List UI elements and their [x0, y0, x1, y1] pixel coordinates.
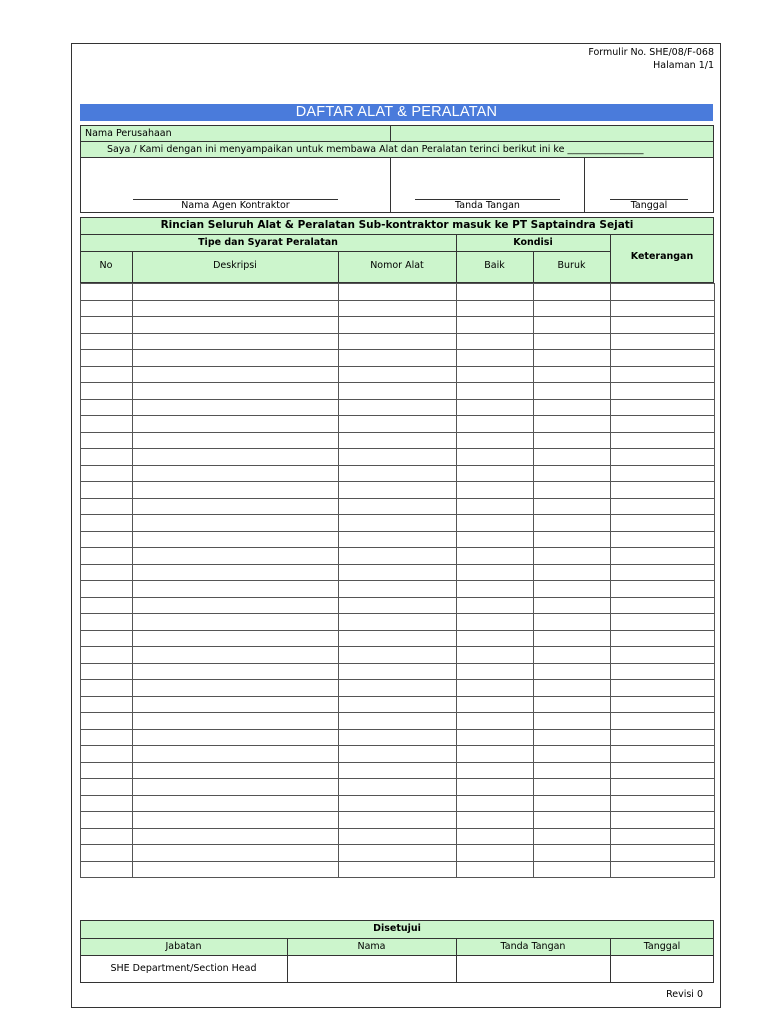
row-good-cell[interactable]	[457, 861, 534, 878]
row-description-cell[interactable]	[133, 729, 339, 746]
row-tool-number-cell[interactable]	[339, 383, 457, 400]
row-tool-number-cell[interactable]	[339, 300, 457, 317]
row-remarks-cell[interactable]	[611, 614, 715, 631]
row-good-cell[interactable]	[457, 630, 534, 647]
row-bad-cell[interactable]	[534, 515, 611, 532]
row-description-cell[interactable]	[133, 680, 339, 697]
row-no-cell[interactable]	[81, 449, 133, 466]
row-tool-number-cell[interactable]	[339, 614, 457, 631]
signature-label: Tanda Tangan	[455, 200, 520, 211]
company-name-field[interactable]	[391, 126, 713, 141]
row-description-cell[interactable]	[133, 581, 339, 598]
row-description-cell[interactable]	[133, 300, 339, 317]
row-no-cell[interactable]	[81, 812, 133, 829]
approval-col-position: Jabatan	[165, 941, 202, 952]
table-row	[81, 663, 715, 680]
row-tool-number-cell[interactable]	[339, 696, 457, 713]
row-remarks-cell[interactable]	[611, 861, 715, 878]
table-row	[81, 597, 715, 614]
row-remarks-cell[interactable]	[611, 350, 715, 367]
row-no-cell[interactable]	[81, 284, 133, 301]
col-bad-header: Buruk	[557, 260, 586, 271]
table-row	[81, 333, 715, 350]
row-tool-number-cell[interactable]	[339, 581, 457, 598]
details-table-title: Rincian Seluruh Alat & Peralatan Sub-kontraktor masuk ke PT Saptaindra Sejati	[160, 219, 634, 231]
table-row	[81, 828, 715, 845]
row-no-cell[interactable]	[81, 630, 133, 647]
table-row	[81, 861, 715, 878]
row-description-cell[interactable]	[133, 564, 339, 581]
row-remarks-cell[interactable]	[611, 779, 715, 796]
row-description-cell[interactable]	[133, 399, 339, 416]
condition-group-header: Kondisi	[513, 237, 553, 248]
row-tool-number-cell[interactable]	[339, 399, 457, 416]
row-description-cell[interactable]	[133, 630, 339, 647]
date-area[interactable]	[585, 158, 713, 198]
row-tool-number-cell[interactable]	[339, 762, 457, 779]
table-row	[81, 416, 715, 433]
row-tool-number-cell[interactable]	[339, 795, 457, 812]
row-good-cell[interactable]	[457, 449, 534, 466]
approval-title: Disetujui	[373, 923, 421, 934]
row-good-cell[interactable]	[457, 564, 534, 581]
row-no-cell[interactable]	[81, 713, 133, 730]
row-bad-cell[interactable]	[534, 548, 611, 565]
row-good-cell[interactable]	[457, 498, 534, 515]
col-description-header: Deskripsi	[213, 260, 257, 271]
row-description-cell[interactable]	[133, 779, 339, 796]
agent-name-label: Nama Agen Kontraktor	[181, 200, 290, 211]
row-good-cell[interactable]	[457, 284, 534, 301]
row-tool-number-cell[interactable]	[339, 317, 457, 334]
row-good-cell[interactable]	[457, 416, 534, 433]
row-no-cell[interactable]	[81, 465, 133, 482]
row-remarks-cell[interactable]	[611, 696, 715, 713]
row-bad-cell[interactable]	[534, 746, 611, 763]
row-good-cell[interactable]	[457, 317, 534, 334]
row-bad-cell[interactable]	[534, 762, 611, 779]
row-remarks-cell[interactable]	[611, 746, 715, 763]
row-good-cell[interactable]	[457, 581, 534, 598]
col-tool-number-header: Nomor Alat	[370, 260, 424, 271]
table-row	[81, 845, 715, 862]
row-tool-number-cell[interactable]	[339, 828, 457, 845]
row-description-cell[interactable]	[133, 531, 339, 548]
row-no-cell[interactable]	[81, 531, 133, 548]
table-row	[81, 498, 715, 515]
row-bad-cell[interactable]	[534, 647, 611, 664]
row-bad-cell[interactable]	[534, 812, 611, 829]
row-tool-number-cell[interactable]	[339, 498, 457, 515]
row-bad-cell[interactable]	[534, 779, 611, 796]
table-row	[81, 779, 715, 796]
row-good-cell[interactable]	[457, 432, 534, 449]
row-remarks-cell[interactable]	[611, 828, 715, 845]
revision-label: Revisi 0	[666, 989, 703, 1000]
row-bad-cell[interactable]	[534, 284, 611, 301]
row-description-cell[interactable]	[133, 597, 339, 614]
row-remarks-cell[interactable]	[611, 416, 715, 433]
approval-col-date: Tanggal	[643, 941, 681, 952]
table-row	[81, 465, 715, 482]
row-bad-cell[interactable]	[534, 828, 611, 845]
row-bad-cell[interactable]	[534, 350, 611, 367]
row-remarks-cell[interactable]	[611, 449, 715, 466]
row-description-cell[interactable]	[133, 861, 339, 878]
row-no-cell[interactable]	[81, 317, 133, 334]
row-good-cell[interactable]	[457, 548, 534, 565]
row-good-cell[interactable]	[457, 614, 534, 631]
row-remarks-cell[interactable]	[611, 432, 715, 449]
row-tool-number-cell[interactable]	[339, 284, 457, 301]
row-remarks-cell[interactable]	[611, 498, 715, 515]
row-remarks-cell[interactable]	[611, 597, 715, 614]
table-row	[81, 812, 715, 829]
row-tool-number-cell[interactable]	[339, 432, 457, 449]
company-name-label: Nama Perusahaan	[85, 128, 172, 139]
row-remarks-cell[interactable]	[611, 333, 715, 350]
row-remarks-cell[interactable]	[611, 812, 715, 829]
row-bad-cell[interactable]	[534, 630, 611, 647]
row-description-cell[interactable]	[133, 812, 339, 829]
row-no-cell[interactable]	[81, 779, 133, 796]
row-tool-number-cell[interactable]	[339, 663, 457, 680]
form-number: Formulir No. SHE/08/F-068	[588, 47, 714, 58]
row-good-cell[interactable]	[457, 680, 534, 697]
row-description-cell[interactable]	[133, 317, 339, 334]
row-remarks-cell[interactable]	[611, 762, 715, 779]
row-bad-cell[interactable]	[534, 696, 611, 713]
col-no-header: No	[99, 260, 113, 271]
row-good-cell[interactable]	[457, 762, 534, 779]
row-no-cell[interactable]	[81, 300, 133, 317]
row-no-cell[interactable]	[81, 581, 133, 598]
row-good-cell[interactable]	[457, 597, 534, 614]
table-row	[81, 383, 715, 400]
row-tool-number-cell[interactable]	[339, 564, 457, 581]
row-remarks-cell[interactable]	[611, 383, 715, 400]
row-no-cell[interactable]	[81, 350, 133, 367]
row-good-cell[interactable]	[457, 333, 534, 350]
table-row	[81, 515, 715, 532]
row-no-cell[interactable]	[81, 548, 133, 565]
row-description-cell[interactable]	[133, 828, 339, 845]
table-row	[81, 614, 715, 631]
row-remarks-cell[interactable]	[611, 465, 715, 482]
row-bad-cell[interactable]	[534, 317, 611, 334]
row-bad-cell[interactable]	[534, 300, 611, 317]
row-tool-number-cell[interactable]	[339, 548, 457, 565]
table-row	[81, 713, 715, 730]
row-no-cell[interactable]	[81, 515, 133, 532]
row-description-cell[interactable]	[133, 432, 339, 449]
statement-text: Saya / Kami dengan ini menyampaikan untuk membawa Alat dan Peralatan terinci berikut ini ke ________________	[107, 144, 644, 155]
page-number: Halaman 1/1	[653, 60, 714, 71]
row-description-cell[interactable]	[133, 762, 339, 779]
row-description-cell[interactable]	[133, 795, 339, 812]
row-tool-number-cell[interactable]	[339, 366, 457, 383]
row-good-cell[interactable]	[457, 812, 534, 829]
col-remarks-header: Keterangan	[630, 251, 694, 262]
row-remarks-cell[interactable]	[611, 366, 715, 383]
row-remarks-cell[interactable]	[611, 482, 715, 499]
row-no-cell[interactable]	[81, 432, 133, 449]
approval-signature-field[interactable]	[457, 956, 610, 982]
agent-signature-area[interactable]	[81, 158, 390, 198]
row-description-cell[interactable]	[133, 284, 339, 301]
row-remarks-cell[interactable]	[611, 630, 715, 647]
row-bad-cell[interactable]	[534, 333, 611, 350]
date-label: Tanggal	[630, 200, 668, 211]
row-tool-number-cell[interactable]	[339, 812, 457, 829]
row-description-cell[interactable]	[133, 663, 339, 680]
table-row	[81, 647, 715, 664]
row-tool-number-cell[interactable]	[339, 465, 457, 482]
row-remarks-cell[interactable]	[611, 300, 715, 317]
table-row	[81, 581, 715, 598]
row-bad-cell[interactable]	[534, 614, 611, 631]
table-row	[81, 795, 715, 812]
type-group-header: Tipe dan Syarat Peralatan	[198, 237, 338, 248]
table-row	[81, 531, 715, 548]
row-no-cell[interactable]	[81, 597, 133, 614]
row-no-cell[interactable]	[81, 647, 133, 664]
row-good-cell[interactable]	[457, 795, 534, 812]
row-tool-number-cell[interactable]	[339, 515, 457, 532]
row-no-cell[interactable]	[81, 383, 133, 400]
row-tool-number-cell[interactable]	[339, 531, 457, 548]
table-row	[81, 300, 715, 317]
row-description-cell[interactable]	[133, 416, 339, 433]
row-remarks-cell[interactable]	[611, 317, 715, 334]
row-good-cell[interactable]	[457, 713, 534, 730]
approval-col-name: Nama	[357, 941, 386, 952]
row-bad-cell[interactable]	[534, 498, 611, 515]
table-row	[81, 762, 715, 779]
row-bad-cell[interactable]	[534, 713, 611, 730]
row-tool-number-cell[interactable]	[339, 713, 457, 730]
row-description-cell[interactable]	[133, 350, 339, 367]
row-no-cell[interactable]	[81, 482, 133, 499]
table-row	[81, 564, 715, 581]
row-no-cell[interactable]	[81, 564, 133, 581]
row-description-cell[interactable]	[133, 498, 339, 515]
table-row	[81, 548, 715, 565]
row-no-cell[interactable]	[81, 399, 133, 416]
form-title: DAFTAR ALAT & PERALATAN	[80, 104, 713, 121]
row-tool-number-cell[interactable]	[339, 333, 457, 350]
row-description-cell[interactable]	[133, 383, 339, 400]
table-row	[81, 630, 715, 647]
row-remarks-cell[interactable]	[611, 729, 715, 746]
row-no-cell[interactable]	[81, 746, 133, 763]
row-good-cell[interactable]	[457, 696, 534, 713]
row-bad-cell[interactable]	[534, 383, 611, 400]
row-good-cell[interactable]	[457, 366, 534, 383]
row-remarks-cell[interactable]	[611, 531, 715, 548]
row-good-cell[interactable]	[457, 531, 534, 548]
row-bad-cell[interactable]	[534, 680, 611, 697]
row-bad-cell[interactable]	[534, 399, 611, 416]
table-row	[81, 449, 715, 466]
row-bad-cell[interactable]	[534, 416, 611, 433]
row-tool-number-cell[interactable]	[339, 597, 457, 614]
row-remarks-cell[interactable]	[611, 564, 715, 581]
row-tool-number-cell[interactable]	[339, 630, 457, 647]
table-row	[81, 696, 715, 713]
row-remarks-cell[interactable]	[611, 795, 715, 812]
row-good-cell[interactable]	[457, 399, 534, 416]
row-no-cell[interactable]	[81, 366, 133, 383]
row-bad-cell[interactable]	[534, 663, 611, 680]
row-remarks-cell[interactable]	[611, 680, 715, 697]
row-description-cell[interactable]	[133, 482, 339, 499]
row-bad-cell[interactable]	[534, 845, 611, 862]
row-no-cell[interactable]	[81, 861, 133, 878]
row-good-cell[interactable]	[457, 350, 534, 367]
row-no-cell[interactable]	[81, 845, 133, 862]
row-no-cell[interactable]	[81, 416, 133, 433]
row-bad-cell[interactable]	[534, 449, 611, 466]
row-good-cell[interactable]	[457, 515, 534, 532]
row-bad-cell[interactable]	[534, 465, 611, 482]
row-remarks-cell[interactable]	[611, 515, 715, 532]
row-good-cell[interactable]	[457, 779, 534, 796]
row-no-cell[interactable]	[81, 828, 133, 845]
row-remarks-cell[interactable]	[611, 284, 715, 301]
row-good-cell[interactable]	[457, 465, 534, 482]
table-row	[81, 746, 715, 763]
row-no-cell[interactable]	[81, 663, 133, 680]
row-description-cell[interactable]	[133, 366, 339, 383]
row-tool-number-cell[interactable]	[339, 449, 457, 466]
row-remarks-cell[interactable]	[611, 581, 715, 598]
row-no-cell[interactable]	[81, 680, 133, 697]
approval-col-signature: Tanda Tangan	[500, 941, 566, 952]
row-description-cell[interactable]	[133, 515, 339, 532]
row-no-cell[interactable]	[81, 762, 133, 779]
table-row	[81, 366, 715, 383]
row-description-cell[interactable]	[133, 647, 339, 664]
row-bad-cell[interactable]	[534, 531, 611, 548]
row-remarks-cell[interactable]	[611, 399, 715, 416]
row-remarks-cell[interactable]	[611, 845, 715, 862]
row-tool-number-cell[interactable]	[339, 350, 457, 367]
row-description-cell[interactable]	[133, 614, 339, 631]
row-good-cell[interactable]	[457, 663, 534, 680]
row-description-cell[interactable]	[133, 845, 339, 862]
row-description-cell[interactable]	[133, 548, 339, 565]
row-description-cell[interactable]	[133, 713, 339, 730]
row-tool-number-cell[interactable]	[339, 482, 457, 499]
table-row	[81, 317, 715, 334]
row-bad-cell[interactable]	[534, 564, 611, 581]
table-row	[81, 432, 715, 449]
col-good-header: Baik	[484, 260, 505, 271]
row-good-cell[interactable]	[457, 828, 534, 845]
row-no-cell[interactable]	[81, 696, 133, 713]
table-row	[81, 729, 715, 746]
row-tool-number-cell[interactable]	[339, 680, 457, 697]
row-good-cell[interactable]	[457, 729, 534, 746]
row-tool-number-cell[interactable]	[339, 647, 457, 664]
row-good-cell[interactable]	[457, 482, 534, 499]
row-description-cell[interactable]	[133, 465, 339, 482]
row-bad-cell[interactable]	[534, 432, 611, 449]
row-no-cell[interactable]	[81, 333, 133, 350]
row-bad-cell[interactable]	[534, 482, 611, 499]
row-bad-cell[interactable]	[534, 795, 611, 812]
row-remarks-cell[interactable]	[611, 663, 715, 680]
table-row	[81, 350, 715, 367]
row-bad-cell[interactable]	[534, 729, 611, 746]
row-no-cell[interactable]	[81, 498, 133, 515]
row-no-cell[interactable]	[81, 614, 133, 631]
row-tool-number-cell[interactable]	[339, 746, 457, 763]
row-bad-cell[interactable]	[534, 581, 611, 598]
row-good-cell[interactable]	[457, 383, 534, 400]
row-description-cell[interactable]	[133, 333, 339, 350]
signature-area[interactable]	[391, 158, 584, 198]
row-good-cell[interactable]	[457, 647, 534, 664]
approval-position-value: SHE Department/Section Head	[110, 963, 257, 974]
row-no-cell[interactable]	[81, 729, 133, 746]
table-row	[81, 284, 715, 301]
row-tool-number-cell[interactable]	[339, 416, 457, 433]
row-tool-number-cell[interactable]	[339, 779, 457, 796]
row-no-cell[interactable]	[81, 795, 133, 812]
details-table-body	[80, 283, 715, 878]
table-row	[81, 399, 715, 416]
row-bad-cell[interactable]	[534, 366, 611, 383]
row-bad-cell[interactable]	[534, 861, 611, 878]
row-description-cell[interactable]	[133, 696, 339, 713]
row-remarks-cell[interactable]	[611, 713, 715, 730]
row-tool-number-cell[interactable]	[339, 845, 457, 862]
row-description-cell[interactable]	[133, 746, 339, 763]
row-bad-cell[interactable]	[534, 597, 611, 614]
table-row	[81, 680, 715, 697]
row-remarks-cell[interactable]	[611, 548, 715, 565]
row-good-cell[interactable]	[457, 300, 534, 317]
row-description-cell[interactable]	[133, 449, 339, 466]
approval-name-field[interactable]	[288, 956, 456, 982]
row-good-cell[interactable]	[457, 746, 534, 763]
table-row	[81, 482, 715, 499]
approval-date-field[interactable]	[611, 956, 713, 982]
row-tool-number-cell[interactable]	[339, 861, 457, 878]
row-remarks-cell[interactable]	[611, 647, 715, 664]
row-good-cell[interactable]	[457, 845, 534, 862]
row-tool-number-cell[interactable]	[339, 729, 457, 746]
